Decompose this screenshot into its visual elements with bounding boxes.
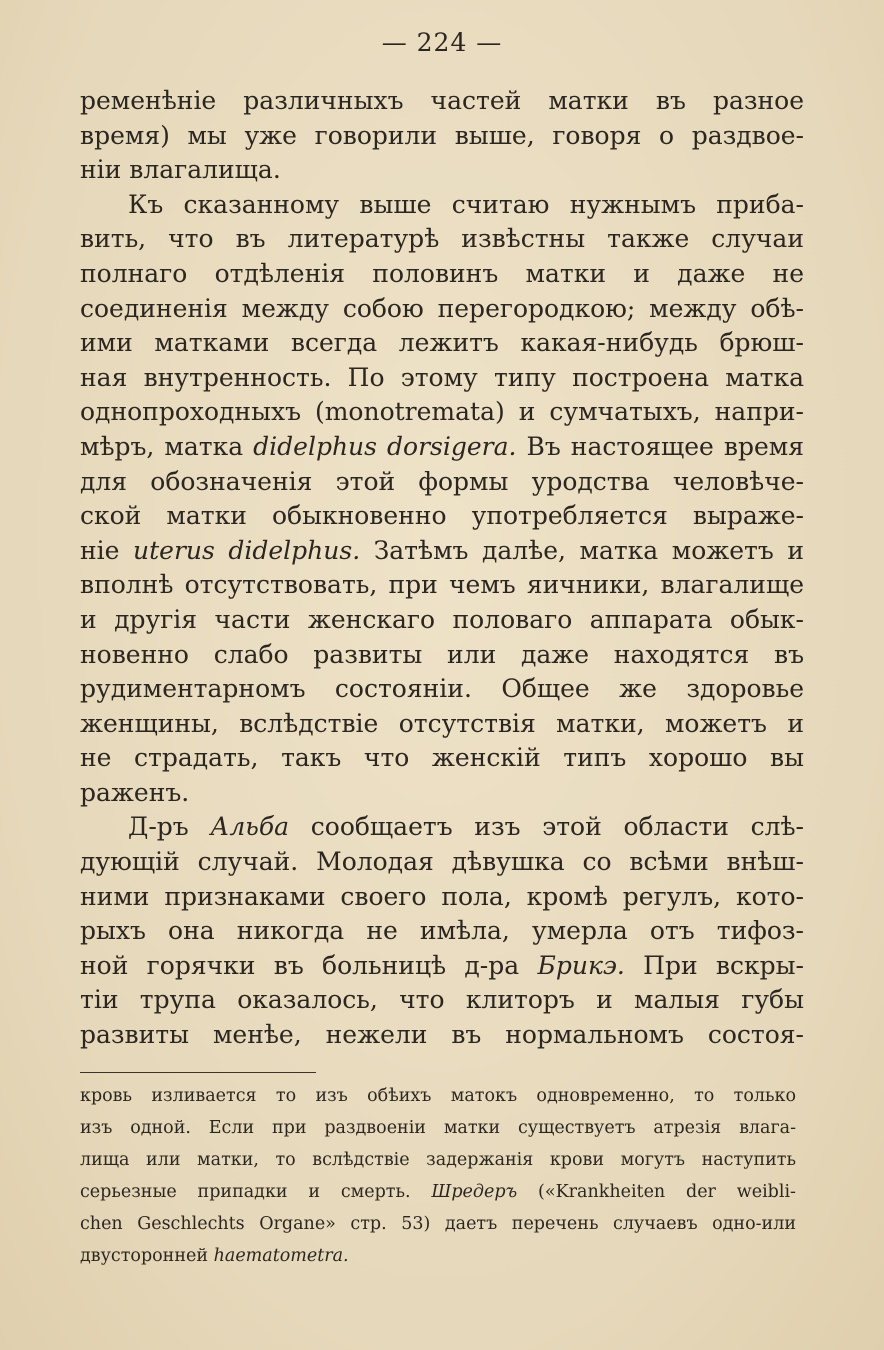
text-segment: Затѣмъ далѣе, матка можетъ и — [373, 535, 804, 565]
footnote — [80, 1080, 796, 1272]
text-line: для обозначенія этой формы уродства человѣче- — [80, 466, 804, 496]
footnote-line — [80, 1176, 796, 1208]
text-line: дующій случай. Молодая дѣвушка со всѣми внѣш- — [80, 847, 804, 877]
text-line: ременѣніе различныхъ частей матки въ разное — [80, 86, 804, 115]
text-segment: двусторонней — [80, 1246, 209, 1266]
italic-term: haematometra. — [213, 1246, 349, 1266]
text-line: вполнѣ отсутствовать, при чемъ яичники, влагалище — [80, 570, 804, 600]
text-line: новенно слабо развиты или даже находятся въ — [80, 639, 804, 669]
text-line — [80, 810, 804, 845]
text-line — [80, 430, 804, 465]
italic-term: uterus didelphus. — [133, 535, 361, 565]
text-line: ная внутренность. По этому типу построена матка — [80, 362, 804, 392]
text-line: ими матками всегда лежитъ какая-нибудь брюш- — [80, 328, 804, 358]
text-line: рудиментарномъ состояніи. Общее же здоровье — [80, 674, 804, 704]
text-segment: ніе — [80, 535, 120, 565]
text-line: раженъ. — [80, 777, 190, 807]
text-line: тіи трупа оказалось, что клиторъ и малыя губы — [80, 985, 804, 1015]
text-segment: («Krankheiten der weibli- — [538, 1182, 796, 1202]
footnote-line: кровь изливается то изъ обѣихъ матокъ одновременно, то только — [80, 1086, 796, 1106]
text-line: ской матки обыкновенно употребляется выраже- — [80, 501, 804, 531]
text-line: однопроходныхъ (monotremata) и сумчатыхъ, напри- — [80, 397, 804, 427]
text-line — [80, 949, 804, 984]
text-line: Къ сказанному выше считаю нужнымъ приба- — [128, 189, 804, 219]
text-line — [80, 534, 804, 569]
text-segment: При вскры- — [643, 950, 804, 980]
text-line: ніи влагалища. — [80, 155, 281, 185]
footnote-divider — [80, 1072, 316, 1073]
text-line: вить, что въ литературѣ извѣстны также случаи — [80, 224, 804, 254]
footnote-line: изъ одной. Если при раздвоеніи матки существуетъ атрезія влага- — [80, 1118, 796, 1138]
footnote-line — [80, 1240, 796, 1272]
text-line: развиты менѣе, нежели въ нормальномъ состоя- — [80, 1020, 804, 1050]
italic-name: Альба — [210, 812, 290, 842]
text-line: ними признаками своего пола, кромѣ регулъ, кото- — [80, 881, 804, 911]
text-line: и другія части женскаго половаго аппарата обык- — [80, 604, 804, 634]
footnote-line: chen Geschlechts Organe» стр. 53) даетъ перечень случаевъ одно-или — [80, 1214, 796, 1234]
footnote-line: лища или матки, то вслѣдствіе задержанія крови могутъ наступить — [80, 1150, 796, 1170]
italic-term: didelphus dorsigera. — [253, 431, 517, 461]
text-segment: Въ настоящее время — [526, 431, 804, 461]
text-line: женщины, вслѣдствіе отсутствія матки, можетъ и — [80, 708, 804, 738]
italic-name: Шредеръ — [431, 1182, 518, 1202]
text-segment: мѣръ, матка — [80, 431, 244, 461]
text-segment: ной горячки въ больницѣ д-ра — [80, 950, 520, 980]
italic-name: Брикэ. — [537, 950, 625, 980]
body-text — [80, 84, 804, 1053]
text-line: рыхъ она никогда не имѣла, умерла отъ тифоз- — [80, 916, 804, 946]
text-line: полнаго отдѣленія половинъ матки и даже не — [80, 258, 804, 288]
text-line: соединенія между собою перегородкою; между обѣ- — [80, 293, 804, 323]
text-line: время) мы уже говорили выше, говоря о раздвое- — [80, 120, 804, 150]
text-segment: серьезные припадки и смерть. — [80, 1182, 411, 1202]
page-number: — 224 — — [381, 28, 503, 57]
text-segment: сообщаетъ изъ этой области слѣ- — [310, 812, 804, 842]
text-line: не страдать, такъ что женскій типъ хорошо вы — [80, 743, 804, 773]
text-segment: Д-ръ — [128, 812, 189, 842]
